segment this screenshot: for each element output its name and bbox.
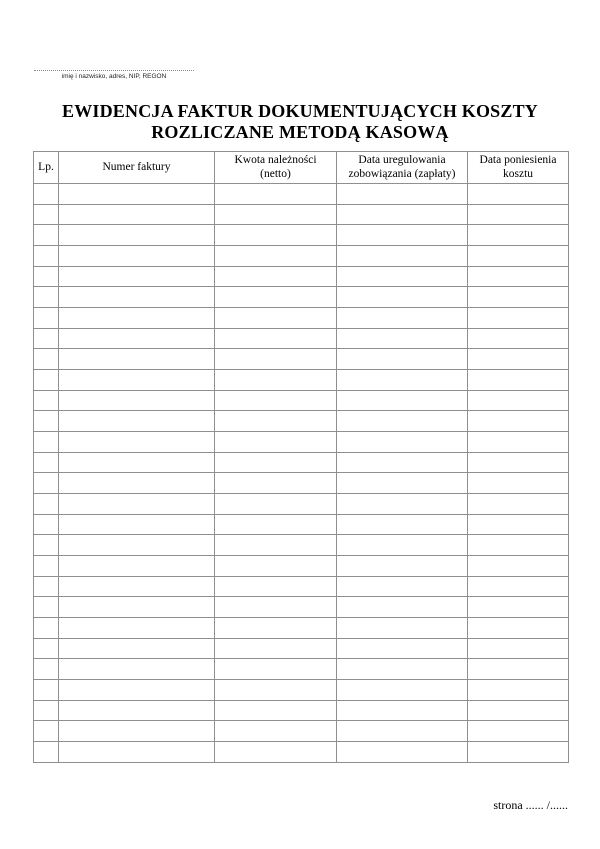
empty-cell xyxy=(34,308,59,329)
empty-cell xyxy=(468,184,569,205)
empty-cell xyxy=(59,680,215,701)
empty-cell xyxy=(34,494,59,515)
table-row xyxy=(34,411,569,432)
empty-cell xyxy=(215,246,337,267)
table-row xyxy=(34,556,569,577)
empty-cell xyxy=(215,411,337,432)
empty-cell xyxy=(59,328,215,349)
empty-cell xyxy=(34,618,59,639)
header-cell-payment-date: Data uregulowania zobowiązania (zapłaty) xyxy=(337,152,468,184)
empty-cell xyxy=(34,266,59,287)
empty-cell xyxy=(59,308,215,329)
empty-cell xyxy=(337,390,468,411)
empty-cell xyxy=(59,659,215,680)
table-row xyxy=(34,618,569,639)
empty-cell xyxy=(337,680,468,701)
table-row xyxy=(34,680,569,701)
empty-cell xyxy=(468,370,569,391)
empty-cell xyxy=(468,287,569,308)
table-row xyxy=(34,659,569,680)
table-row xyxy=(34,204,569,225)
empty-cell xyxy=(215,680,337,701)
empty-cell xyxy=(34,742,59,763)
empty-cell xyxy=(215,535,337,556)
empty-cell xyxy=(468,246,569,267)
empty-cell xyxy=(468,411,569,432)
empty-cell xyxy=(468,556,569,577)
empty-cell xyxy=(59,535,215,556)
empty-cell xyxy=(337,514,468,535)
empty-cell xyxy=(337,473,468,494)
empty-cell xyxy=(215,308,337,329)
empty-cell xyxy=(34,452,59,473)
table-header-row xyxy=(34,152,569,184)
empty-cell xyxy=(337,721,468,742)
empty-cell xyxy=(34,390,59,411)
empty-cell xyxy=(34,576,59,597)
table-row xyxy=(34,473,569,494)
empty-cell xyxy=(468,308,569,329)
empty-cell xyxy=(337,452,468,473)
empty-cell xyxy=(215,225,337,246)
empty-cell xyxy=(34,556,59,577)
empty-cell xyxy=(34,700,59,721)
table-body xyxy=(34,184,569,763)
empty-cell xyxy=(215,514,337,535)
form-title-line-2: ROZLICZANE METODĄ KASOWĄ xyxy=(151,122,449,142)
empty-cell xyxy=(215,721,337,742)
empty-cell xyxy=(59,411,215,432)
empty-cell xyxy=(34,680,59,701)
empty-cell xyxy=(59,370,215,391)
empty-cell xyxy=(59,390,215,411)
form-title-line-1: EWIDENCJA FAKTUR DOKUMENTUJĄCYCH KOSZTY xyxy=(61,101,538,121)
empty-cell xyxy=(59,576,215,597)
empty-cell xyxy=(468,266,569,287)
empty-cell xyxy=(59,514,215,535)
form-title xyxy=(0,101,600,143)
empty-cell xyxy=(34,597,59,618)
empty-cell xyxy=(468,638,569,659)
empty-cell xyxy=(59,349,215,370)
empty-cell xyxy=(468,659,569,680)
empty-cell xyxy=(468,742,569,763)
table-row xyxy=(34,432,569,453)
empty-cell xyxy=(34,370,59,391)
header-cell-cost-date: Data poniesienia kosztu xyxy=(468,152,569,184)
empty-cell xyxy=(468,494,569,515)
empty-cell xyxy=(59,204,215,225)
table-row xyxy=(34,721,569,742)
table-row xyxy=(34,452,569,473)
identity-note xyxy=(34,58,194,81)
empty-cell xyxy=(59,287,215,308)
empty-cell xyxy=(215,556,337,577)
empty-cell xyxy=(59,556,215,577)
empty-cell xyxy=(215,742,337,763)
empty-cell xyxy=(468,576,569,597)
header-cell-invoice-number: Numer faktury xyxy=(59,152,215,184)
empty-cell xyxy=(59,266,215,287)
empty-cell xyxy=(34,225,59,246)
empty-cell xyxy=(468,618,569,639)
table-row xyxy=(34,494,569,515)
empty-cell xyxy=(337,370,468,391)
empty-cell xyxy=(59,225,215,246)
empty-cell xyxy=(215,659,337,680)
empty-cell xyxy=(468,452,569,473)
table-row xyxy=(34,266,569,287)
empty-cell xyxy=(468,432,569,453)
empty-cell xyxy=(468,535,569,556)
table-row xyxy=(34,535,569,556)
empty-cell xyxy=(215,576,337,597)
empty-cell xyxy=(468,390,569,411)
empty-cell xyxy=(59,494,215,515)
empty-cell xyxy=(215,266,337,287)
empty-cell xyxy=(337,556,468,577)
empty-cell xyxy=(59,721,215,742)
empty-cell xyxy=(468,597,569,618)
empty-cell xyxy=(34,721,59,742)
empty-cell xyxy=(468,700,569,721)
empty-cell xyxy=(34,514,59,535)
table-row xyxy=(34,576,569,597)
empty-cell xyxy=(34,287,59,308)
empty-cell xyxy=(215,597,337,618)
empty-cell xyxy=(59,597,215,618)
empty-cell xyxy=(34,349,59,370)
empty-cell xyxy=(215,700,337,721)
empty-cell xyxy=(215,287,337,308)
empty-cell xyxy=(337,184,468,205)
empty-cell xyxy=(215,349,337,370)
table-row xyxy=(34,700,569,721)
empty-cell xyxy=(337,576,468,597)
empty-cell xyxy=(215,494,337,515)
table-row xyxy=(34,742,569,763)
empty-cell xyxy=(34,432,59,453)
empty-cell xyxy=(337,700,468,721)
empty-cell xyxy=(215,184,337,205)
page-number-label: strona ...... /...... xyxy=(493,798,568,812)
empty-cell xyxy=(337,225,468,246)
empty-cell xyxy=(468,204,569,225)
empty-cell xyxy=(337,246,468,267)
empty-cell xyxy=(468,225,569,246)
empty-cell xyxy=(468,328,569,349)
table-row xyxy=(34,390,569,411)
empty-cell xyxy=(34,184,59,205)
empty-cell xyxy=(59,742,215,763)
empty-cell xyxy=(337,659,468,680)
table-row xyxy=(34,328,569,349)
empty-cell xyxy=(34,535,59,556)
empty-cell xyxy=(337,411,468,432)
table-row xyxy=(34,246,569,267)
empty-cell xyxy=(215,390,337,411)
empty-cell xyxy=(215,370,337,391)
empty-cell xyxy=(215,432,337,453)
empty-cell xyxy=(337,204,468,225)
empty-cell xyxy=(34,473,59,494)
empty-cell xyxy=(337,742,468,763)
identity-note-label: imię i nazwisko, adres, NIP, REGON xyxy=(61,73,167,80)
identity-fill-in-line xyxy=(34,58,194,71)
empty-cell xyxy=(34,411,59,432)
empty-cell xyxy=(215,452,337,473)
empty-cell xyxy=(59,184,215,205)
empty-cell xyxy=(59,618,215,639)
empty-cell xyxy=(468,680,569,701)
table-row xyxy=(34,349,569,370)
table-row xyxy=(34,225,569,246)
empty-cell xyxy=(59,432,215,453)
empty-cell xyxy=(337,432,468,453)
empty-cell xyxy=(59,638,215,659)
empty-cell xyxy=(59,700,215,721)
header-cell-net-amount: Kwota należności (netto) xyxy=(215,152,337,184)
empty-cell xyxy=(34,328,59,349)
empty-cell xyxy=(34,204,59,225)
empty-cell xyxy=(59,246,215,267)
empty-cell xyxy=(468,473,569,494)
table-row xyxy=(34,308,569,329)
empty-cell xyxy=(59,452,215,473)
table-row xyxy=(34,287,569,308)
empty-cell xyxy=(215,473,337,494)
empty-cell xyxy=(468,349,569,370)
empty-cell xyxy=(34,659,59,680)
empty-cell xyxy=(215,328,337,349)
table-row xyxy=(34,370,569,391)
empty-cell xyxy=(215,638,337,659)
empty-cell xyxy=(337,618,468,639)
header-cell-lp: Lp. xyxy=(34,152,59,184)
empty-cell xyxy=(59,473,215,494)
invoice-register-table xyxy=(33,151,569,763)
empty-cell xyxy=(337,287,468,308)
table-row xyxy=(34,638,569,659)
table-row xyxy=(34,514,569,535)
empty-cell xyxy=(337,597,468,618)
empty-cell xyxy=(337,308,468,329)
empty-cell xyxy=(468,514,569,535)
empty-cell xyxy=(215,204,337,225)
empty-cell xyxy=(34,246,59,267)
empty-cell xyxy=(337,349,468,370)
empty-cell xyxy=(337,638,468,659)
empty-cell xyxy=(34,638,59,659)
empty-cell xyxy=(337,266,468,287)
empty-cell xyxy=(337,535,468,556)
empty-cell xyxy=(468,721,569,742)
table-row xyxy=(34,184,569,205)
table-row xyxy=(34,597,569,618)
empty-cell xyxy=(215,618,337,639)
empty-cell xyxy=(337,328,468,349)
empty-cell xyxy=(337,494,468,515)
